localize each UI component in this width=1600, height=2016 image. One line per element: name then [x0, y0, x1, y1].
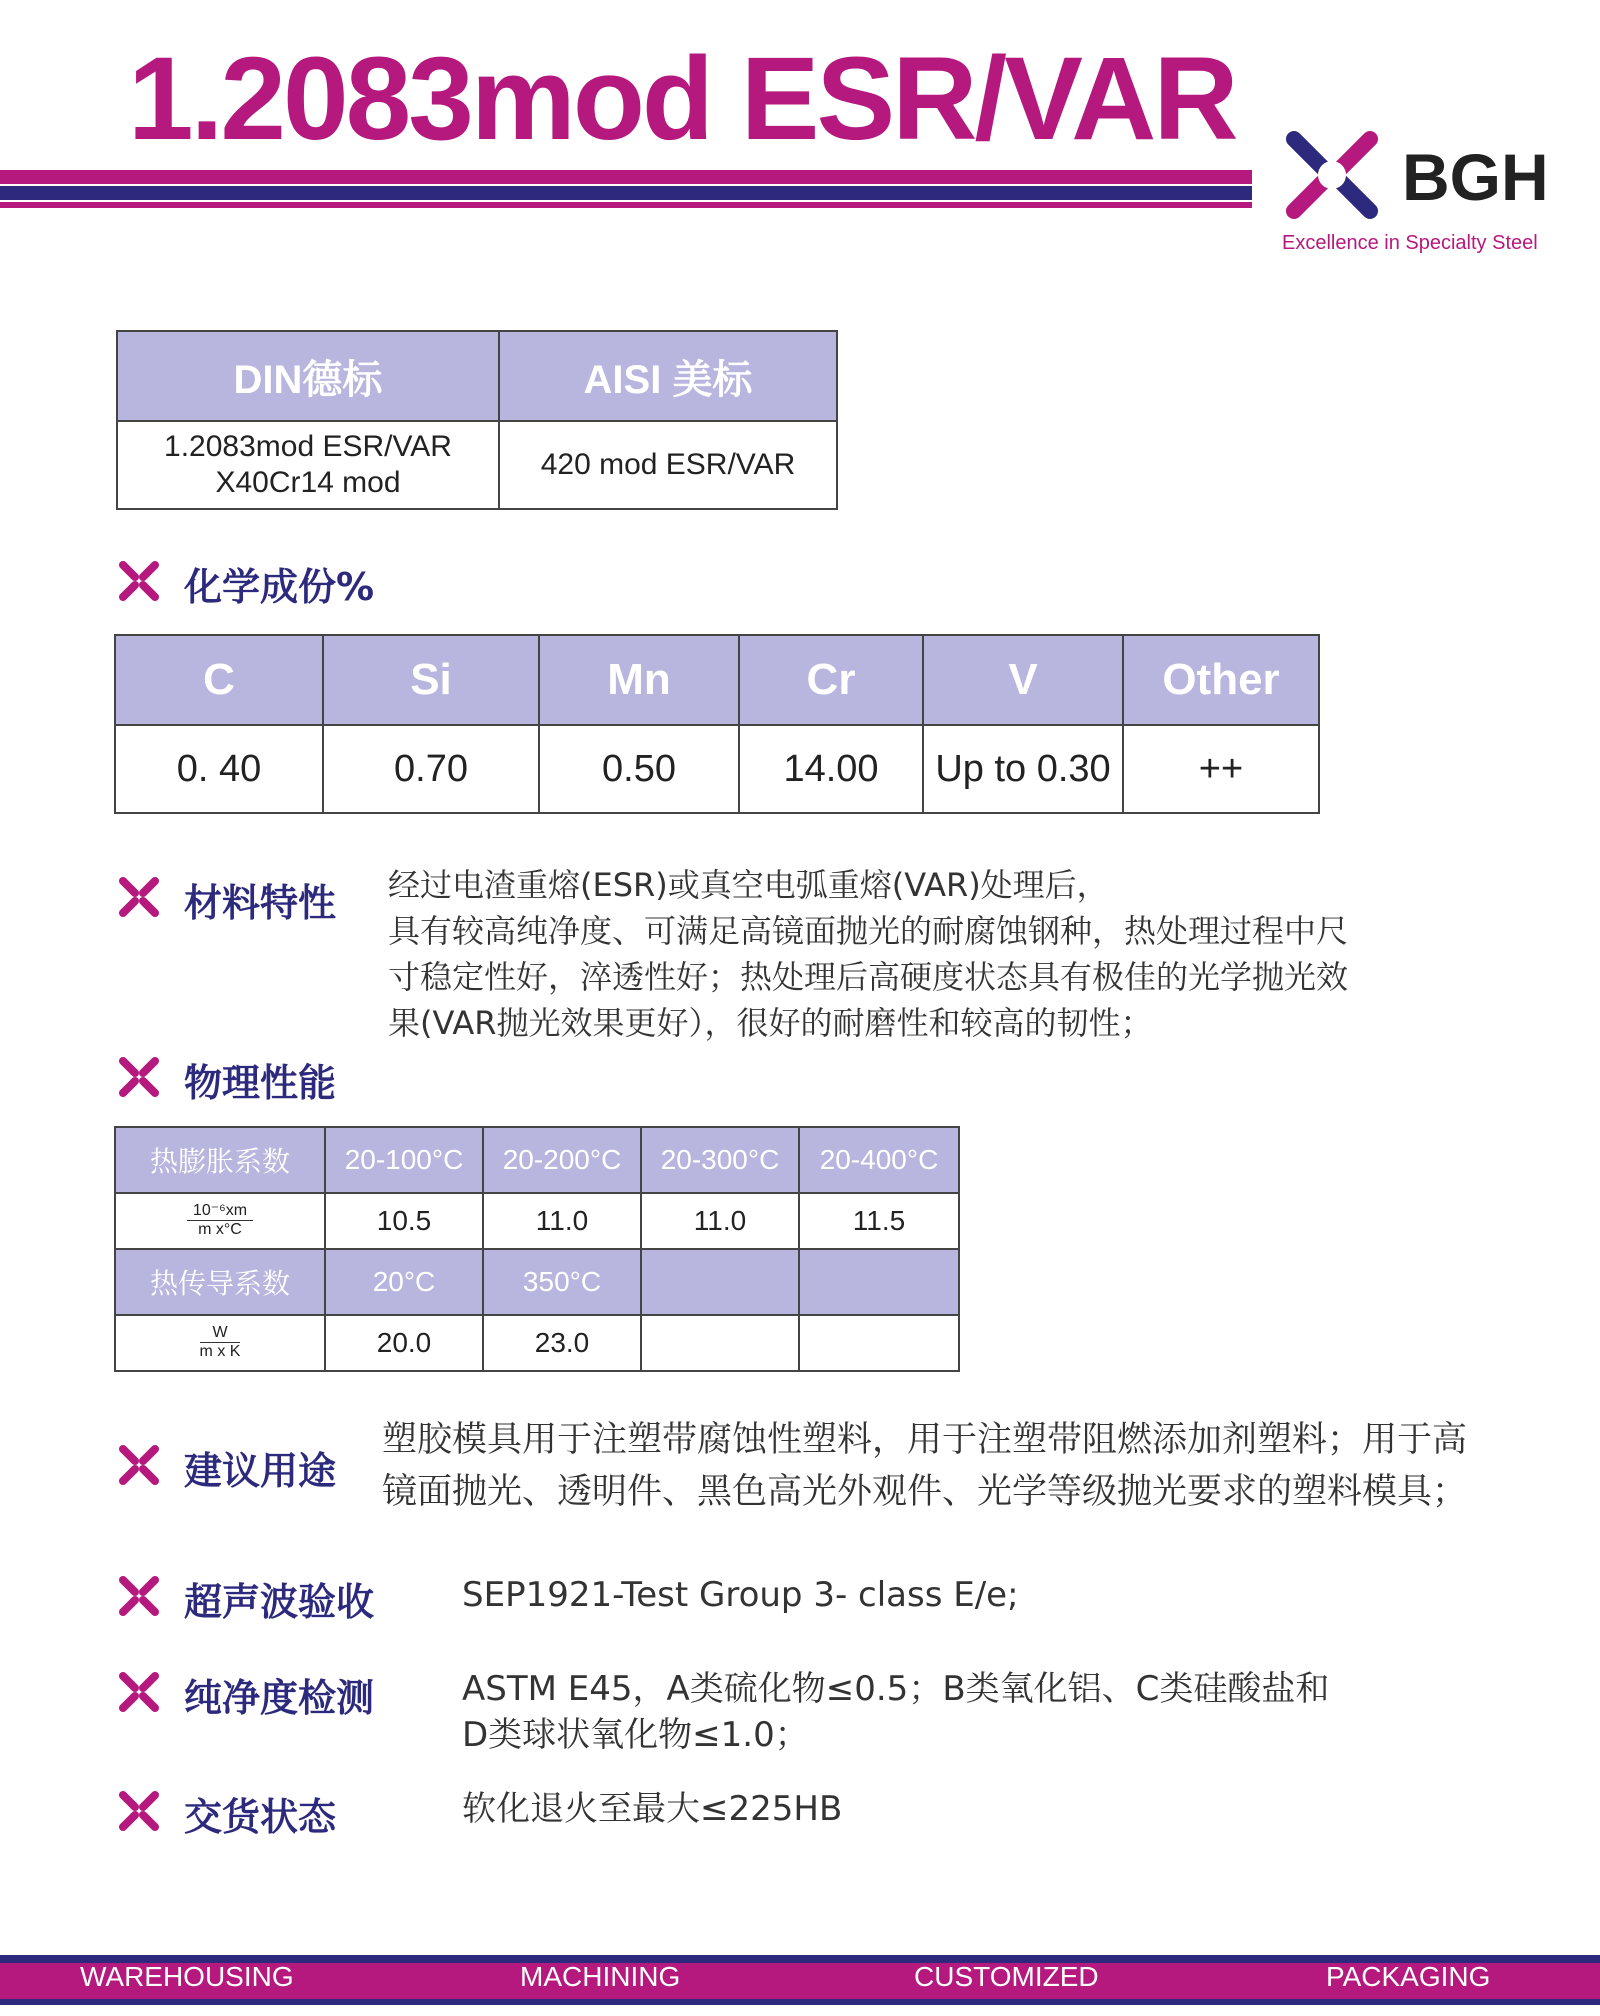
- conductivity-header-2: 350°C: [483, 1249, 641, 1315]
- ultrasonic-title: 超声波验收: [184, 1580, 375, 1624]
- conductivity-header-1: 20°C: [325, 1249, 483, 1315]
- section-bullet-icon: [116, 1573, 162, 1619]
- logo-tagline: Excellence in Specialty Steel: [1282, 232, 1538, 254]
- section-bullet-icon: [116, 1788, 162, 1834]
- header-stripe-magenta-thin: [0, 202, 1252, 208]
- conductivity-value-empty: [799, 1315, 959, 1371]
- application-line: 镜面抛光、透明件、黑色高光外观件、光学等级抛光要求的塑料模具；: [382, 1472, 1468, 1512]
- expansion-header-3: 20-300°C: [641, 1127, 799, 1193]
- expansion-unit-numerator: 10⁻⁶xm: [187, 1202, 253, 1221]
- application-line: 塑胶模具用于注塑带腐蚀性塑料，用于注塑带阻燃添加剂塑料；用于高: [382, 1420, 1468, 1460]
- din-grade: 1.2083mod ESR/VAR: [164, 430, 452, 463]
- expansion-value-1: 10.5: [325, 1193, 483, 1249]
- conductivity-value-empty: [641, 1315, 799, 1371]
- chem-header-other: Other: [1123, 635, 1319, 725]
- conductivity-header-empty: [799, 1249, 959, 1315]
- section-bullet-icon: [116, 1669, 162, 1715]
- section-bullet-icon: [116, 558, 162, 604]
- chem-header-si: Si: [323, 635, 539, 725]
- chemistry-title: 化学成份%: [184, 565, 375, 609]
- standards-din-cell: [117, 421, 499, 509]
- delivery-text: 软化退火至最大≤225HB: [462, 1789, 843, 1829]
- physical-title: 物理性能: [184, 1061, 337, 1105]
- section-bullet-icon: [116, 1054, 162, 1100]
- expansion-label: 热膨胀系数: [115, 1127, 325, 1193]
- standards-header-aisi: AISI 美标: [499, 331, 837, 421]
- properties-title: 材料特性: [184, 881, 337, 925]
- chem-header-c: C: [115, 635, 323, 725]
- expansion-value-2: 11.0: [483, 1193, 641, 1249]
- chem-value-si: 0.70: [323, 725, 539, 813]
- footer-stripe-navy: [0, 1999, 1600, 2005]
- chemistry-table: [114, 634, 1320, 814]
- chem-header-cr: Cr: [739, 635, 923, 725]
- conductivity-unit: [115, 1315, 325, 1371]
- footer-warehousing: WAREHOUSING: [80, 1961, 294, 1992]
- header-stripe-magenta: [0, 170, 1252, 184]
- expansion-unit: [115, 1193, 325, 1249]
- logo-wordmark: BGH: [1402, 140, 1549, 214]
- cleanliness-line: D类球状氧化物≤1.0；: [462, 1715, 809, 1755]
- footer-machining: MACHINING: [520, 1961, 681, 1992]
- properties-line: 经过电渣重熔(ESR)或真空电弧重熔(VAR)处理后，: [388, 866, 1109, 904]
- expansion-header-1: 20-100°C: [325, 1127, 483, 1193]
- bgh-logo-mark-icon: [1280, 125, 1384, 225]
- chem-header-mn: Mn: [539, 635, 739, 725]
- cleanliness-line: ASTM E45，A类硫化物≤0.5；B类氧化铝、C类硅酸盐和: [462, 1669, 1330, 1709]
- properties-line: 具有较高纯净度、可满足高镜面抛光的耐腐蚀钢种，热处理过程中尺: [388, 912, 1349, 950]
- conductivity-header-empty: [641, 1249, 799, 1315]
- conductivity-label: 热传导系数: [115, 1249, 325, 1315]
- conductivity-value-1: 20.0: [325, 1315, 483, 1371]
- section-bullet-icon: [116, 874, 162, 920]
- properties-line: 果(VAR抛光效果更好），很好的耐磨性和较高的韧性；: [388, 1004, 1153, 1042]
- properties-line: 寸稳定性好，淬透性好；热处理后高硬度状态具有极佳的光学抛光效: [388, 958, 1349, 996]
- application-text: [382, 1414, 1467, 1518]
- chem-value-cr: 14.00: [739, 725, 923, 813]
- chem-header-v: V: [923, 635, 1123, 725]
- standards-aisi-cell: 420 mod ESR/VAR: [499, 421, 837, 509]
- section-bullet-icon: [116, 1442, 162, 1488]
- expansion-value-3: 11.0: [641, 1193, 799, 1249]
- conductivity-value-2: 23.0: [483, 1315, 641, 1371]
- cleanliness-text: [462, 1666, 1329, 1758]
- din-alias: X40Cr14 mod: [215, 466, 401, 499]
- footer-customized: CUSTOMIZED: [914, 1961, 1099, 1992]
- cleanliness-title: 纯净度检测: [184, 1676, 375, 1720]
- application-title: 建议用途: [184, 1449, 337, 1493]
- chem-value-mn: 0.50: [539, 725, 739, 813]
- bgh-logo: [1280, 125, 1580, 265]
- page-title: 1.2083mod ESR/VAR: [128, 33, 1236, 165]
- footer-packaging: PACKAGING: [1326, 1961, 1491, 1992]
- delivery-title: 交货状态: [184, 1795, 337, 1839]
- chem-value-v: Up to 0.30: [923, 725, 1123, 813]
- chem-value-c: 0. 40: [115, 725, 323, 813]
- conductivity-unit-numerator: W: [200, 1324, 241, 1343]
- standards-table: [116, 330, 838, 510]
- physical-table: [114, 1126, 960, 1372]
- expansion-header-4: 20-400°C: [799, 1127, 959, 1193]
- chem-value-other: ++: [1123, 725, 1319, 813]
- conductivity-unit-denominator: m x K: [199, 1342, 241, 1360]
- header-stripe-navy: [0, 186, 1252, 200]
- properties-text: [388, 862, 1348, 1046]
- expansion-header-2: 20-200°C: [483, 1127, 641, 1193]
- standards-header-din: DIN德标: [117, 331, 499, 421]
- expansion-value-4: 11.5: [799, 1193, 959, 1249]
- ultrasonic-text: SEP1921-Test Group 3- class E/e;: [462, 1575, 1019, 1615]
- expansion-unit-denominator: m x°C: [198, 1220, 242, 1238]
